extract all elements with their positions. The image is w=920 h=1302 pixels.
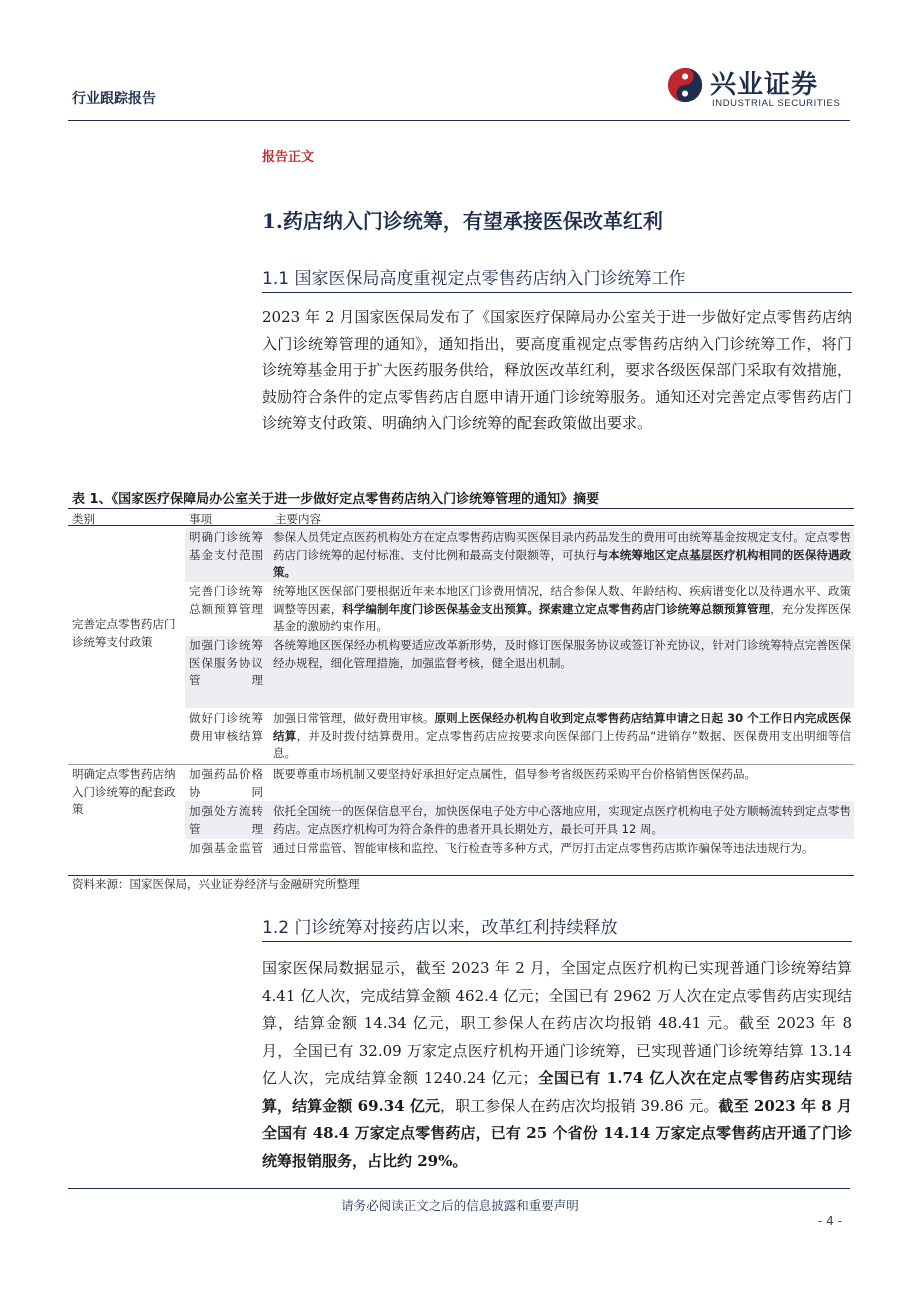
paragraph-text: 国家医保局数据显示，截至 2023 年 2 月，全国定点医疗机构已实现普通门诊统筹结算 4.41 亿人次，完成结算金额 462.4 亿元；全国已有 2962 万人次在定点零售药店实现结算，结算金额 14.34 亿元，职工参保人在药店次均报销 48.41 元。截至 2023 年 8 月，全国已有 32.09 万家定点医疗机构开通门诊统筹，已实现普通门诊统筹结算 13.14 亿人次，完成结算金额 1240.24 亿元；	[262, 959, 852, 1087]
table-content	[273, 529, 855, 582]
logo-english-name: INDUSTRIAL SECURITIES	[712, 98, 841, 109]
table-item: 加强门诊统筹医保服务协议管理	[189, 638, 263, 687]
table-title: 表 1、《国家医疗保障局办公室关于进一步做好定点零售药店纳入门诊统筹管理的通知》摘要	[72, 492, 600, 507]
table-content	[273, 710, 855, 763]
content-text: 既要尊重市场机制又要坚持好承担好定点属性，倡导参考省级医药采购平台价格销售医保药品。	[273, 767, 756, 781]
table-content	[273, 583, 855, 636]
report-type-label: 行业跟踪报告	[72, 91, 156, 107]
header-category: 类别	[72, 512, 95, 526]
table-row	[185, 636, 854, 708]
heading-1-2: 1.2 门诊统筹对接药店以来，改革红利持续释放	[262, 918, 618, 938]
table-row	[185, 582, 854, 636]
table-item: 加强处方流转管理	[189, 804, 263, 836]
table-row	[185, 765, 854, 801]
heading-1-1-underline	[262, 292, 852, 293]
table-row	[185, 708, 854, 764]
paragraph-emphasis: 截至 2023 年 8 月全国有 48.4 万家定点零售药店，已有 25 个省份 14.14 万家定点零售药店开通了门诊统筹报销服务，占比约 29%。	[262, 1096, 853, 1170]
table-item: 加强药品价格协同	[189, 767, 263, 799]
content-text: 通过日常监管、智能审核和监控、飞行检查等多种方式，严厉打击定点零售药店欺诈骗保等违法违规行为。	[273, 841, 814, 855]
section-1-1-paragraph: 2023 年 2 月国家医保局发布了《国家医疗保障局办公室关于进一步做好定点零售药店纳入门诊统筹管理的通知》，通知指出，要高度重视定点零售药店纳入门诊统筹工作，将门诊统筹基金用于扩大医药服务供给，释放医改革红利，要求各级医保部门采取有效措施，鼓励符合条件的定点零售药店自愿申请开通门诊统筹服务。通知还对完善定点零售药店门诊统筹支付政策、明确纳入门诊统筹的配套政策做出要求。	[262, 308, 852, 432]
table-item: 完善门诊统筹总额预算管理	[189, 584, 263, 616]
table-row	[185, 801, 854, 839]
logo-swirl-icon	[666, 66, 704, 104]
table-item: 明确门诊统筹基金支付范围	[189, 530, 263, 562]
table-category-1: 完善定点零售药店门诊统筹支付政策	[72, 617, 176, 649]
company-logo	[666, 64, 856, 110]
table-row	[185, 528, 854, 582]
content-tail: ，并及时拨付结算费用。定点零售药店应按要求向医保部门上传药品“进销存”数据、医保费用支出明细等信息。	[273, 728, 851, 760]
content-text: 参保人员凭定点医药机构处方在定点零售药店购买医保目录内药品发生的费用可由统筹基金按规定支付。定点零售药店门诊统筹的起付标准、支付比例和最高支付限额等，可执行	[273, 530, 851, 562]
content-emphasis: 科学编制年度门诊医保基金支出预算。探索建立定点零售药店门诊统筹总额预算管理	[342, 601, 771, 616]
content-tail: ，充分发挥医保基金的激励约束作用。	[273, 601, 852, 633]
table-row	[185, 839, 854, 875]
table-category-2: 明确定点零售药店纳入门诊统筹的配套政策	[72, 767, 176, 816]
table-item: 做好门诊统筹费用审核结算	[189, 711, 263, 743]
content-text: 统筹地区医保部门要根据近年来本地区门诊费用情况，结合参保人数、年龄结构、疾病谱变化以及待遇水平、政策调整等因素，	[273, 584, 851, 616]
paragraph-text: ，职工参保人在药店次均报销 39.86 元。	[440, 1096, 719, 1115]
heading-1: 1.药店纳入门诊统筹，有望承接医保改革红利	[262, 209, 663, 233]
footer-disclaimer: 请务必阅读正文之后的信息披露和重要声明	[341, 1198, 579, 1213]
logo-chinese-name: 兴业证券	[710, 70, 819, 100]
content-emphasis: 与本统筹地区定点基层医疗机构相同的医保待遇政策。	[273, 547, 852, 579]
section-label: 报告正文	[262, 150, 315, 165]
content-text: 加强日常管理，做好费用审核。	[273, 711, 435, 725]
content-emphasis: 原则上医保经办机构自收到定点零售药店结算申请之日起 30 个工作日内完成医保结算	[273, 711, 852, 743]
table-item: 加强基金监管	[189, 841, 263, 855]
content-text: 各统筹地区医保经办机构要适应改革新形势，及时修订医保服务协议或签订补充协议，针对门诊统筹特点完善医保经办规程，细化管理措施，加强监督考核，健全退出机制。	[273, 638, 851, 670]
heading-1-2-underline	[262, 941, 852, 942]
table-content	[273, 766, 855, 784]
header-divider	[68, 120, 850, 121]
section-1-2-paragraph	[262, 955, 852, 1175]
header-item: 事项	[189, 512, 212, 526]
header-content: 主要内容	[275, 512, 321, 526]
table-header-row	[68, 508, 854, 526]
table-source-note: 资料来源：国家医保局，兴业证券经济与金融研究所整理	[72, 877, 360, 891]
table-content	[273, 637, 855, 672]
table-content	[273, 803, 855, 838]
footer-divider	[68, 1188, 850, 1189]
paragraph-emphasis: 全国已有 1.74 亿人次在定点零售药店实现结算，结算金额 69.34 亿元	[262, 1069, 852, 1115]
content-text: 依托全国统一的医保信息平台，加快医保电子处方中心落地应用，实现定点医疗机构电子处方顺畅流转到定点零售药店。定点医疗机构可为符合条件的患者开具长期处方，最长可开具 12 周。	[273, 804, 851, 836]
table-content	[273, 840, 855, 858]
page-number: - 4 -	[818, 1214, 842, 1228]
heading-1-1: 1.1 国家医保局高度重视定点零售药店纳入门诊统筹工作	[262, 269, 686, 289]
